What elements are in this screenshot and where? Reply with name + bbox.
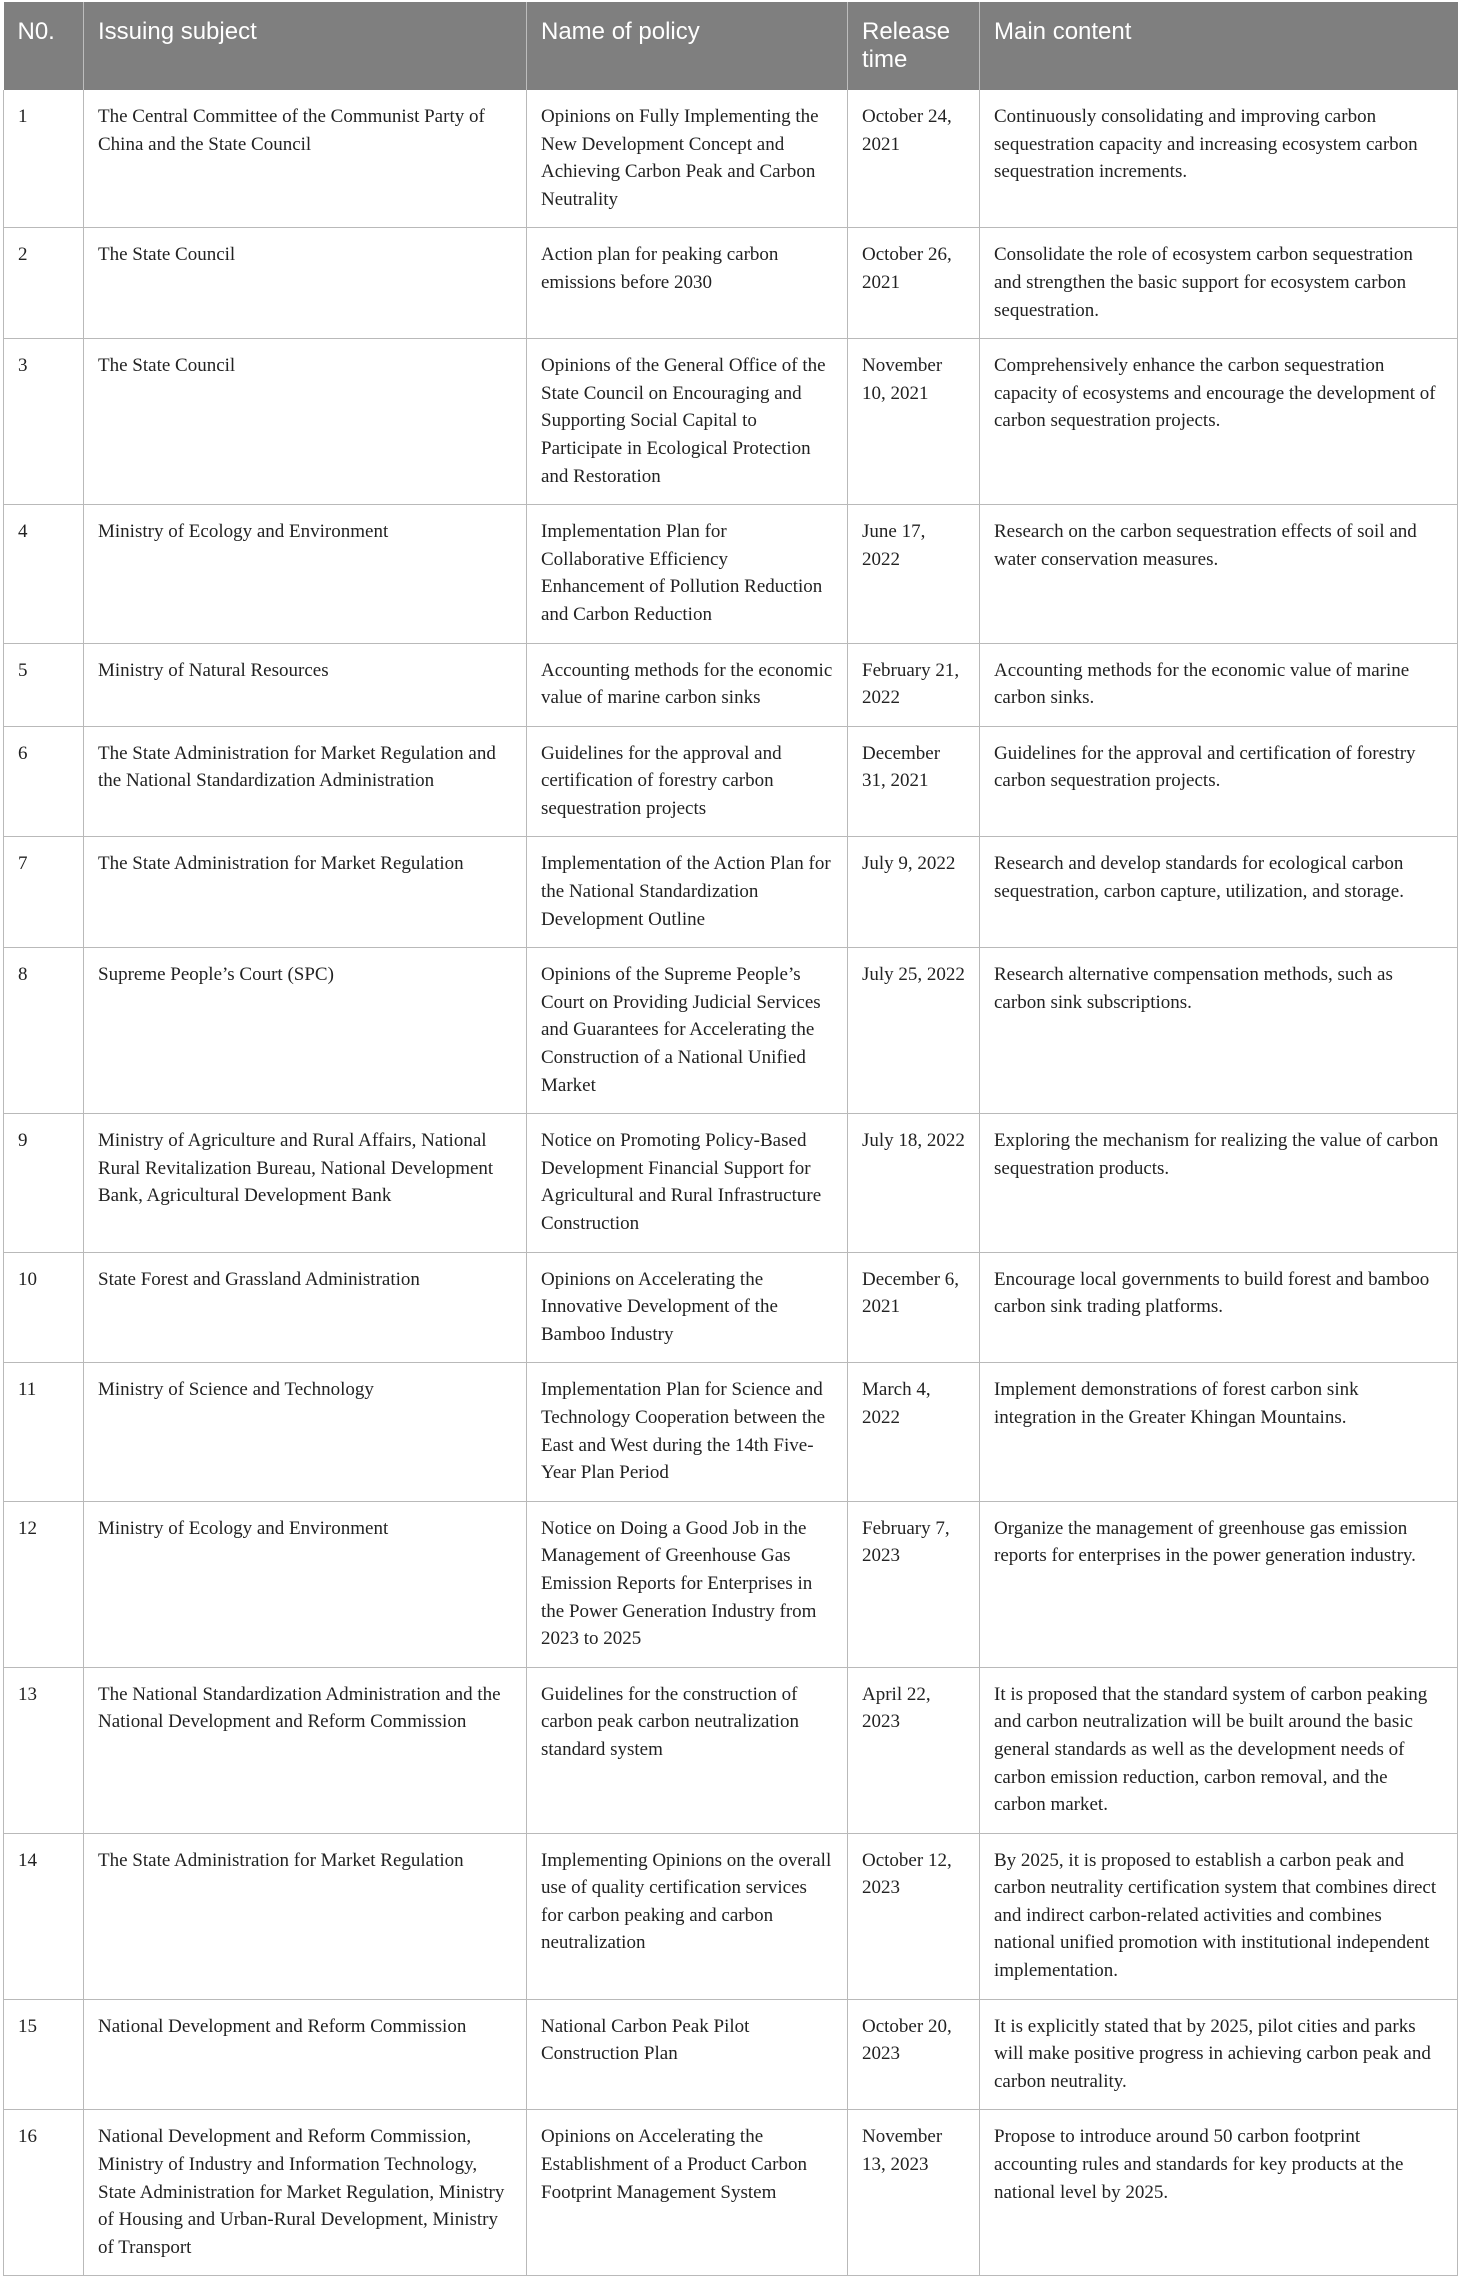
cell-issuer: Ministry of Agriculture and Rural Affairs, National Rural Revitalization Bureau, National Development Bank, Agricultural Development Bank [84, 1114, 527, 1252]
cell-content: Exploring the mechanism for realizing the value of carbon sequestration products. [980, 1114, 1458, 1252]
cell-release: October 24, 2021 [848, 90, 980, 228]
cell-release: October 20, 2023 [848, 1999, 980, 2110]
cell-issuer: Supreme People’s Court (SPC) [84, 948, 527, 1114]
cell-release: March 4, 2022 [848, 1363, 980, 1501]
cell-issuer: National Development and Reform Commission [84, 1999, 527, 2110]
header-policy-name: Name of policy [527, 2, 848, 90]
cell-no: 14 [4, 1833, 84, 1999]
cell-content: Research on the carbon sequestration effects of soil and water conservation measures. [980, 505, 1458, 643]
header-no: N0. [4, 2, 84, 90]
cell-policy: Guidelines for the construction of carbon peak carbon neutralization standard system [527, 1667, 848, 1833]
cell-policy: Implementation Plan for Science and Technology Cooperation between the East and West during the 14th Five-Year Plan Period [527, 1363, 848, 1501]
cell-issuer: The State Administration for Market Regulation [84, 1833, 527, 1999]
table-row [4, 90, 1458, 228]
cell-content: Research alternative compensation methods, such as carbon sink subscriptions. [980, 948, 1458, 1114]
table-row [4, 1252, 1458, 1363]
cell-content: It is proposed that the standard system of carbon peaking and carbon neutralization will be built around the basic general standards as well as the development needs of carbon emission reduction, carbon removal, and the carbon market. [980, 1667, 1458, 1833]
cell-no: 9 [4, 1114, 84, 1252]
table-row [4, 1363, 1458, 1501]
cell-issuer: Ministry of Ecology and Environment [84, 505, 527, 643]
header-row [4, 2, 1458, 90]
cell-policy: National Carbon Peak Pilot Construction Plan [527, 1999, 848, 2110]
cell-no: 2 [4, 228, 84, 339]
cell-release: July 9, 2022 [848, 837, 980, 948]
cell-policy: Accounting methods for the economic value of marine carbon sinks [527, 643, 848, 726]
cell-issuer: The State Council [84, 339, 527, 505]
cell-no: 10 [4, 1252, 84, 1363]
cell-release: June 17, 2022 [848, 505, 980, 643]
cell-no: 12 [4, 1501, 84, 1667]
cell-no: 5 [4, 643, 84, 726]
cell-issuer: The State Council [84, 228, 527, 339]
cell-policy: Opinions on Fully Implementing the New Development Concept and Achieving Carbon Peak and Carbon Neutrality [527, 90, 848, 228]
table-row [4, 228, 1458, 339]
cell-policy: Opinions of the Supreme People’s Court on Providing Judicial Services and Guarantees for Accelerating the Construction of a National Unified Market [527, 948, 848, 1114]
table-row [4, 948, 1458, 1114]
cell-no: 4 [4, 505, 84, 643]
cell-issuer: The Central Committee of the Communist Party of China and the State Council [84, 90, 527, 228]
cell-no: 8 [4, 948, 84, 1114]
header-release-time: Release time [848, 2, 980, 90]
cell-release: February 7, 2023 [848, 1501, 980, 1667]
table-row [4, 339, 1458, 505]
cell-content: Consolidate the role of ecosystem carbon sequestration and strengthen the basic support for ecosystem carbon sequestration. [980, 228, 1458, 339]
cell-issuer: National Development and Reform Commission, Ministry of Industry and Information Technology, State Administration for Market Regulation, Ministry of Housing and Urban-Rural Development, Ministry of Transport [84, 2110, 527, 2276]
policy-table [3, 2, 1458, 2276]
cell-issuer: Ministry of Ecology and Environment [84, 1501, 527, 1667]
cell-no: 15 [4, 1999, 84, 2110]
table-row [4, 1833, 1458, 1999]
cell-content: Encourage local governments to build forest and bamboo carbon sink trading platforms. [980, 1252, 1458, 1363]
cell-issuer: Ministry of Natural Resources [84, 643, 527, 726]
cell-release: December 6, 2021 [848, 1252, 980, 1363]
cell-release: July 18, 2022 [848, 1114, 980, 1252]
cell-release: October 12, 2023 [848, 1833, 980, 1999]
cell-no: 7 [4, 837, 84, 948]
table-row [4, 505, 1458, 643]
cell-content: Accounting methods for the economic value of marine carbon sinks. [980, 643, 1458, 726]
table-row [4, 1667, 1458, 1833]
cell-no: 13 [4, 1667, 84, 1833]
cell-content: Guidelines for the approval and certification of forestry carbon sequestration projects. [980, 726, 1458, 837]
cell-no: 16 [4, 2110, 84, 2276]
cell-issuer: Ministry of Science and Technology [84, 1363, 527, 1501]
cell-issuer: The National Standardization Administration and the National Development and Reform Commission [84, 1667, 527, 1833]
cell-content: Organize the management of greenhouse gas emission reports for enterprises in the power generation industry. [980, 1501, 1458, 1667]
cell-policy: Notice on Doing a Good Job in the Management of Greenhouse Gas Emission Reports for Enterprises in the Power Generation Industry from 2023 to 2025 [527, 1501, 848, 1667]
cell-policy: Action plan for peaking carbon emissions before 2030 [527, 228, 848, 339]
cell-content: Research and develop standards for ecological carbon sequestration, carbon capture, utilization, and storage. [980, 837, 1458, 948]
cell-policy: Opinions on Accelerating the Innovative Development of the Bamboo Industry [527, 1252, 848, 1363]
cell-policy: Guidelines for the approval and certification of forestry carbon sequestration projects [527, 726, 848, 837]
cell-release: December 31, 2021 [848, 726, 980, 837]
cell-release: February 21, 2022 [848, 643, 980, 726]
cell-content: Continuously consolidating and improving carbon sequestration capacity and increasing ecosystem carbon sequestration increments. [980, 90, 1458, 228]
cell-no: 3 [4, 339, 84, 505]
cell-issuer: State Forest and Grassland Administration [84, 1252, 527, 1363]
cell-issuer: The State Administration for Market Regulation [84, 837, 527, 948]
table-row [4, 1999, 1458, 2110]
header-main-content: Main content [980, 2, 1458, 90]
cell-content: Implement demonstrations of forest carbon sink integration in the Greater Khingan Mountains. [980, 1363, 1458, 1501]
cell-content: Comprehensively enhance the carbon sequestration capacity of ecosystems and encourage the development of carbon sequestration projects. [980, 339, 1458, 505]
cell-release: November 10, 2021 [848, 339, 980, 505]
cell-release: July 25, 2022 [848, 948, 980, 1114]
table-row [4, 1501, 1458, 1667]
cell-release: November 13, 2023 [848, 2110, 980, 2276]
cell-content: Propose to introduce around 50 carbon footprint accounting rules and standards for key products at the national level by 2025. [980, 2110, 1458, 2276]
cell-policy: Implementing Opinions on the overall use of quality certification services for carbon peaking and carbon neutralization [527, 1833, 848, 1999]
cell-release: April 22, 2023 [848, 1667, 980, 1833]
cell-policy: Notice on Promoting Policy-Based Development Financial Support for Agricultural and Rural Infrastructure Construction [527, 1114, 848, 1252]
table-row [4, 2110, 1458, 2276]
cell-policy: Implementation Plan for Collaborative Efficiency Enhancement of Pollution Reduction and Carbon Reduction [527, 505, 848, 643]
header-issuing-subject: Issuing subject [84, 2, 527, 90]
cell-no: 11 [4, 1363, 84, 1501]
table-row [4, 1114, 1458, 1252]
table-row [4, 837, 1458, 948]
cell-no: 1 [4, 90, 84, 228]
cell-policy: Implementation of the Action Plan for the National Standardization Development Outline [527, 837, 848, 948]
cell-policy: Opinions of the General Office of the State Council on Encouraging and Supporting Social Capital to Participate in Ecological Protection and Restoration [527, 339, 848, 505]
cell-content: It is explicitly stated that by 2025, pilot cities and parks will make positive progress in achieving carbon peak and carbon neutrality. [980, 1999, 1458, 2110]
cell-issuer: The State Administration for Market Regulation and the National Standardization Administration [84, 726, 527, 837]
cell-no: 6 [4, 726, 84, 837]
cell-content: By 2025, it is proposed to establish a carbon peak and carbon neutrality certification system that combines direct and indirect carbon-related activities and combines national unified promotion with institutional independent implementation. [980, 1833, 1458, 1999]
cell-release: October 26, 2021 [848, 228, 980, 339]
table-row [4, 726, 1458, 837]
cell-policy: Opinions on Accelerating the Establishment of a Product Carbon Footprint Management System [527, 2110, 848, 2276]
table-row [4, 643, 1458, 726]
